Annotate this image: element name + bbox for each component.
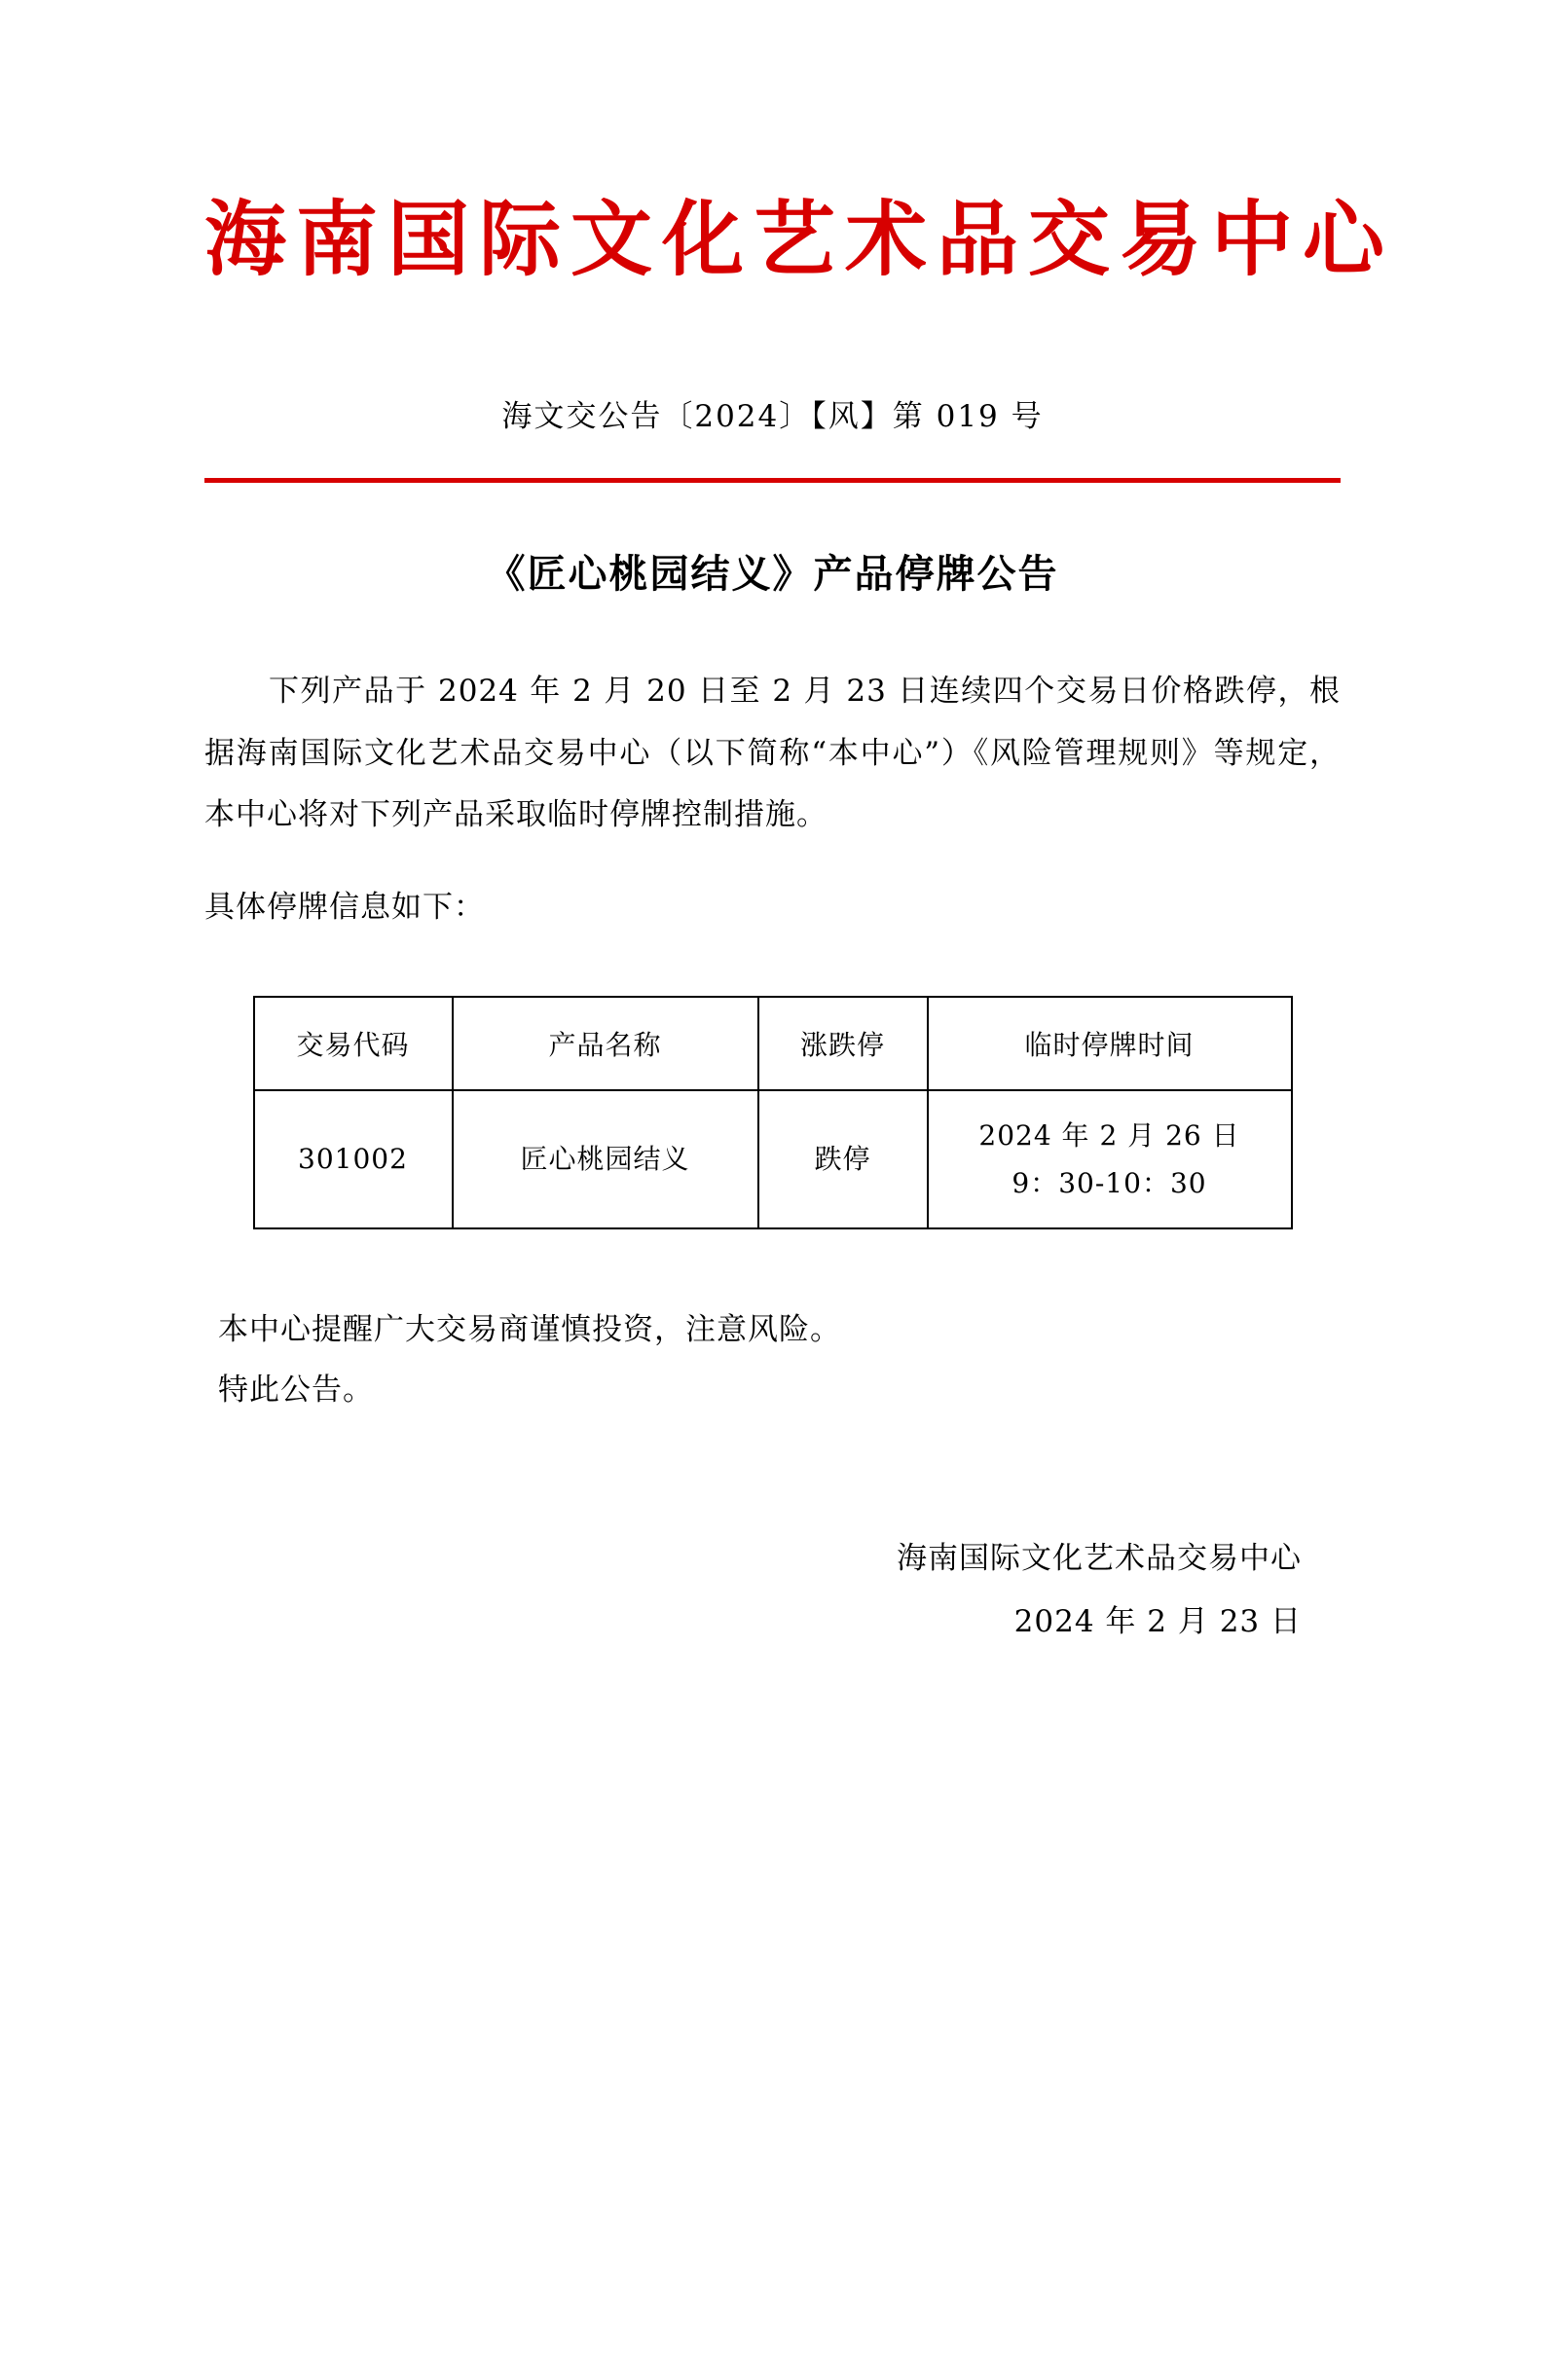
masthead-title: 海南国际文化艺术品交易中心	[204, 191, 1395, 287]
cell-limit: 跌停	[758, 1090, 928, 1228]
body-paragraph-2: 具体停牌信息如下：	[204, 890, 485, 926]
table-header-row	[254, 997, 1292, 1090]
red-divider	[204, 478, 1341, 483]
announcement-closing-line: 特此公告。	[218, 1372, 374, 1408]
table-row	[254, 1090, 1292, 1228]
header-cell-name: 产品名称	[453, 997, 758, 1090]
body-paragraph-1: 下列产品于 2024 年 2 月 20 日至 2 月 23 日连续四个交易日价格跌停，根据海南国际文化艺术品交易中心（以下简称“本中心”）《风险管理规则》等规定，本中心将对下列产品采取临时停牌控制措施。	[204, 674, 1341, 833]
cell-time-date: 2024 年 2 月 26 日	[978, 1118, 1240, 1152]
risk-reminder-line: 本中心提醒广大交易商谨慎投资，注意风险。	[218, 1311, 841, 1347]
cell-name: 匠心桃园结义	[453, 1090, 758, 1228]
cell-time-range: 9：30-10：30	[1012, 1166, 1207, 1199]
signature-organization: 海南国际文化艺术品交易中心	[897, 1540, 1302, 1576]
page-title: 《匠心桃园结义》产品停牌公告	[486, 551, 1059, 598]
document-page	[0, 191, 1545, 2380]
signature-block	[204, 1527, 1341, 1654]
header-cell-limit: 涨跌停	[758, 997, 928, 1090]
header-cell-time: 临时停牌时间	[928, 997, 1292, 1090]
cell-time	[928, 1090, 1292, 1228]
header-cell-code: 交易代码	[254, 997, 453, 1090]
notice-table-wrapper	[204, 996, 1341, 1229]
document-number: 海文交公告〔2024〕【风】第 019 号	[501, 399, 1044, 435]
table-header	[254, 997, 1292, 1090]
signature-date: 2024 年 2 月 23 日	[1013, 1603, 1302, 1639]
suspension-table	[253, 996, 1293, 1229]
table-body	[254, 1090, 1292, 1228]
cell-code: 301002	[254, 1090, 453, 1228]
post-notice-text	[204, 1300, 1341, 1420]
